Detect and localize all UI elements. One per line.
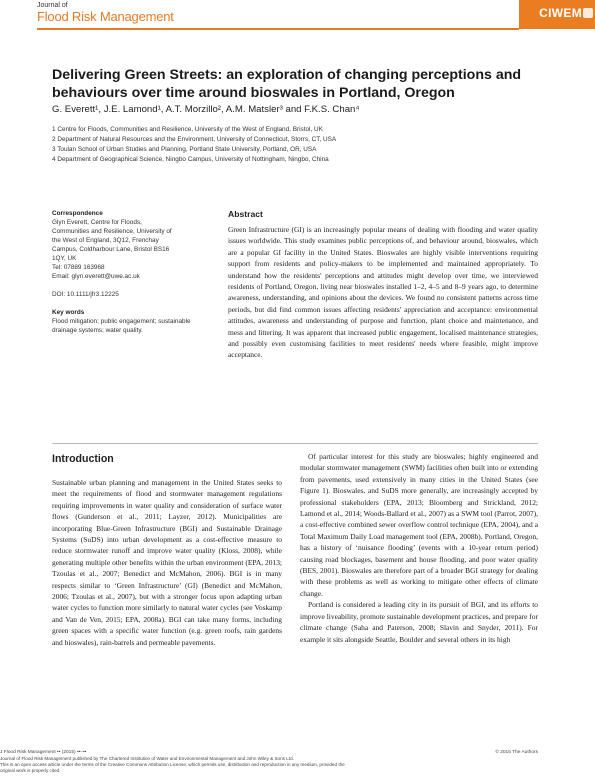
license-line: This is an open access article under the terms of the Creative Commons Attribution License, which permits use, distribution and reproduction in any medium, provided the	[0, 762, 345, 768]
footer-citation: J Flood Risk Management •• (2015) ••–••	[0, 750, 87, 755]
section-divider	[52, 443, 538, 444]
body-column-right	[300, 451, 538, 645]
correspondence-phone: Tel: 07889 163968	[52, 264, 105, 271]
correspondence-line: Communities and Resilience, University of	[52, 228, 172, 235]
keywords-label: Key words	[52, 309, 85, 316]
affiliations	[52, 125, 336, 165]
keywords-text: Flood mitigation; public engagement; sustainable drainage systems; water quality.	[52, 318, 191, 334]
doi-link[interactable]: DOI: 10.1111/jfr3.12225	[52, 291, 119, 298]
correspondence-line: Campus, Coldharbour Lane, Bristol BS16	[52, 246, 170, 253]
correspondence-line: Glyn Everett, Centre for Floods,	[52, 219, 142, 226]
affiliation-item: 3 Toulan School of Urban Studies and Planning, Portland State University, Portland, OR, USA	[52, 146, 317, 153]
paragraph: Sustainable urban planning and management in the United States seeks to meet the requirements of flood and stormwater management regulations requiring improvements in water quality and consideration of surface water flows (Gunderson et al., 2011; Layzer, 2012). Municipalities are incorporating Blue-Green Infrastructure (BGI) and Sustainable Drainage Systems (SuDS) into urban development as a cost-effective measure to reduce stormwater runoff and improve water quality (Kloss, 2008), while generating multiple other benefits within the urban environment (EPA, 2013; Tzoulas et al., 2007; Benedict and McMahon, 2006). BGI is in many respects similar to ‘Green Infrastructure’ (GI) (Benedict and McMahon, 2006; Tzoulas et al., 2007), but with a stronger focus upon adapting urban water cycles to function more similarly to natural water cycles (see Voskamp and Van de Ven, 2015; EPA, 2008a). BGI can take many forms, including green spaces with a specific water function (e.g. green roofs, rain gardens and bioswales), rain-barrels and permeable pavements.	[52, 478, 282, 647]
correspondence-line: 1QY, UK	[52, 255, 77, 262]
affiliation-item: 2 Department of Natural Resources and the Environment, University of Connecticut, Storrs, CT, USA	[52, 136, 337, 143]
footer-copyright: © 2015 The Authors	[495, 750, 538, 755]
correspondence-line: the West of England, 3Q12, Frenchay	[52, 237, 159, 244]
author-list: G. Everett¹, J.E. Lamond¹, A.T. Morzillo², A.M. Matsler³ and F.K.S. Chan⁴	[52, 104, 360, 115]
correspondence-label: Correspondence	[52, 210, 103, 217]
body-column-left	[52, 477, 282, 648]
header-rule	[37, 28, 519, 30]
publisher-logo-icon	[583, 8, 593, 18]
affiliation-item: 1 Centre for Floods, Communities and Resilience, University of the West of England, Bristol, UK	[52, 126, 323, 133]
publisher-logo-text: CIWEM	[539, 6, 582, 20]
abstract-body: Green Infrastructure (GI) is an increasingly popular means of dealing with flooding and water quality issues worldwide. This study examines public perceptions of, and behaviour around, bioswales, which are a popular GI facility in the United States. Bioswales are highly visible interventions requiring support from residents and policy-makers to be implemented and maintained appropriately. To understand how the residents' perceptions and attitudes might develop over time, we interviewed residents of Portland, Oregon, living near bioswales installed 1–2, 4–5 and 8–9 years ago, to determine awareness, understanding, and opinions about the devices. We found no consistent patterns across time periods, but did find common issues affecting residents' appreciation and acceptance: environmental attitudes, awareness and understanding of purpose and function, plant choice and maintenance, and mess and littering. It was apparent that increased public engagement, localised maintenance strategies, and possibly even customising facilities to meet residents' needs where feasible, might improve acceptance.	[228, 225, 538, 360]
article-meta	[52, 209, 202, 335]
journal-prefix: Journal of	[37, 2, 68, 9]
footer-license	[0, 756, 595, 775]
article-title: Delivering Green Streets: an exploration of changing perceptions and behaviours over time around bioswales in Portland, Oregon	[52, 67, 522, 101]
license-line: Journal of Flood Risk Management published by The Chartered Institution of Water and Environmental Management and John Wiley & Sons Ltd.	[0, 756, 294, 761]
introduction-heading: Introduction	[52, 453, 114, 465]
abstract-heading: Abstract	[228, 209, 263, 219]
correspondence-email[interactable]: Email: glyn.everett@uwe.ac.uk	[52, 273, 140, 280]
license-line: original work is properly cited.	[0, 768, 61, 774]
paragraph: Portland is considered a leading city in its pursuit of BGI, and its efforts to improve liveability, promote sustainable development practices, and prepare for climate change (Saha and Paterson, 2008; Slavin and Snyder, 2011). For example it sits alongside Seattle, Boulder and several others in its high	[300, 600, 538, 644]
affiliation-item: 4 Department of Geographical Science, Ningbo Campus, University of Nottingham, Ningbo, China	[52, 156, 329, 163]
journal-name: Flood Risk Management	[37, 9, 174, 24]
paragraph: Of particular interest for this study are bioswales; highly engineered and modular stormwater management (SWM) facilities often built into or extending from pavements, used extensively in many cities in the United States (see Figure 1). Bioswales, and SuDS more generally, are increasingly accepted by professional stakeholders (EPA, 2013; Bloomberg and Strickland, 2012; Lamond et al., 2014; Woods-Ballard et al., 2007) as a SWM tool (Parrot, 2007), a cost-effective combined sewer overflow control technique (EPA, 2004), and a Total Maximum Daily Load management tool (EPA, 2008b). Portland, Oregon, has a history of ‘nuisance flooding’ (events with a 10-year return period) causing road blockages, basement and house flooding, and poor water quality (BES, 2001). Bioswales are therefore part of a broader BGI strategy for dealing with these problems as well as working to mitigate other effects of climate change.	[300, 452, 538, 598]
